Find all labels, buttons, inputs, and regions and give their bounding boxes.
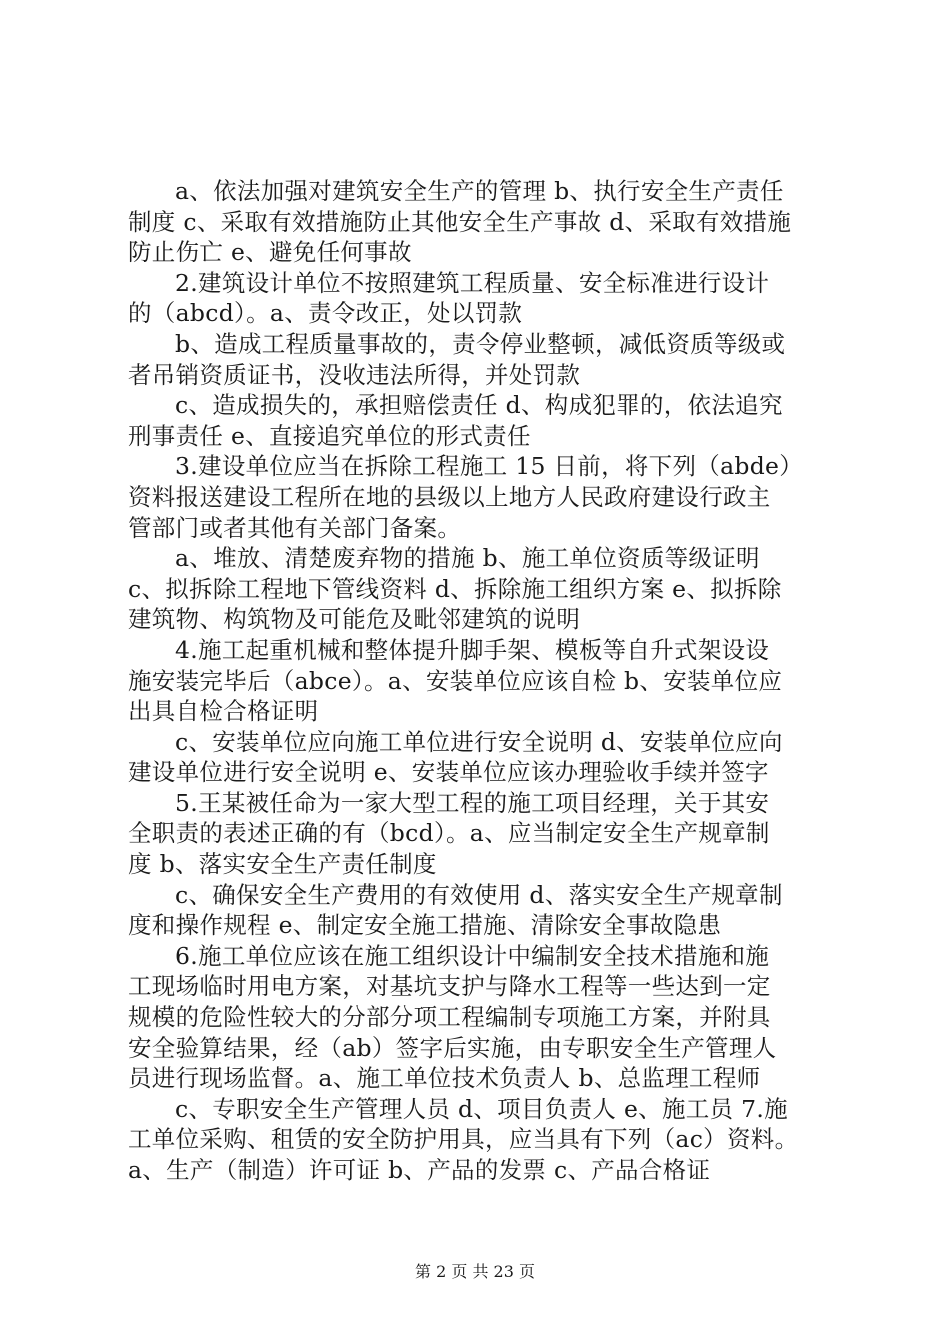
text-line: 刑事责任 e、直接追究单位的形式责任 <box>128 421 531 450</box>
paragraph <box>128 390 840 451</box>
text-line: a、堆放、清楚废弃物的措施 b、施工单位资质等级证明 <box>175 544 760 573</box>
text-line: 2.建筑设计单位不按照建筑工程质量、安全标准进行设计 <box>175 268 770 297</box>
text-line: 的（abcd）。a、责令改正，处以罚款 <box>128 299 523 328</box>
paragraph <box>128 727 840 788</box>
text-line: 度 b、落实安全生产责任制度 <box>128 850 437 879</box>
document-body <box>128 176 840 1186</box>
text-line: c、确保安全生产费用的有效使用 d、落实安全生产规章制 <box>175 880 783 909</box>
text-line: 度和操作规程 e、制定安全施工措施、清除安全事故隐患 <box>128 911 722 940</box>
text-line: 3.建设单位应当在拆除工程施工 15 日前，将下列（abde） <box>175 452 804 481</box>
text-line: 5.王某被任命为一家大型工程的施工项目经理，关于其安 <box>175 788 770 817</box>
text-line: c、专职安全生产管理人员 d、项目负责人 e、施工员 7.施 <box>175 1094 788 1123</box>
text-line: 工现场临时用电方案，对基坑支护与降水工程等一些达到一定 <box>128 972 771 1001</box>
text-line: 资料报送建设工程所在地的县级以上地方人民政府建设行政主 <box>128 482 771 511</box>
text-line: a、依法加强对建筑安全生产的管理 b、执行安全生产责任 <box>175 177 784 205</box>
text-line: 制度 c、采取有效措施防止其他安全生产事故 d、采取有效措施 <box>128 207 792 236</box>
paragraph <box>128 788 840 880</box>
text-line: 防止伤亡 e、避免任何事故 <box>128 238 412 267</box>
text-line: a、生产（制造）许可证 b、产品的发票 c、产品合格证 <box>128 1156 711 1184</box>
text-line: 4.施工起重机械和整体提升脚手架、模板等自升式架设设 <box>175 635 770 664</box>
text-line: 员进行现场监督。a、施工单位技术负责人 b、总监理工程师 <box>128 1064 761 1093</box>
text-line: 6.施工单位应该在施工组织设计中编制安全技术措施和施 <box>175 941 770 970</box>
text-line: 者吊销资质证书，没收违法所得，并处罚款 <box>128 360 581 389</box>
text-line: 工单位采购、租赁的安全防护用具，应当具有下列（ac）资料。 <box>128 1125 799 1154</box>
text-line: c、造成损失的，承担赔偿责任 d、构成犯罪的，依法追究 <box>175 391 783 420</box>
paragraph <box>128 329 840 390</box>
paragraph <box>128 941 840 1094</box>
page-footer: 第 2 页 共 23 页 <box>415 1262 535 1281</box>
paragraph <box>128 1094 840 1186</box>
text-line: 规模的危险性较大的分部分项工程编制专项施工方案，并附具 <box>128 1003 771 1032</box>
paragraph <box>128 543 840 635</box>
text-line: 施安装完毕后（abce）。a、安装单位应该自检 b、安装单位应 <box>128 666 783 695</box>
text-line: 建筑物、构筑物及可能危及毗邻建筑的说明 <box>128 605 581 634</box>
text-line: 安全验算结果，经（ab）签字后实施，由专职安全生产管理人 <box>128 1033 777 1062</box>
paragraph <box>128 451 840 543</box>
paragraph <box>128 880 840 941</box>
text-line: c、拟拆除工程地下管线资料 d、拆除施工组织方案 e、拟拆除 <box>128 574 782 603</box>
paragraph <box>128 176 840 268</box>
paragraph <box>128 268 840 329</box>
text-line: 出具自检合格证明 <box>128 697 319 726</box>
text-line: c、安装单位应向施工单位进行安全说明 d、安装单位应向 <box>175 727 783 756</box>
paragraph <box>128 635 840 727</box>
text-line: b、造成工程质量事故的，责令停业整顿，减低资质等级或 <box>175 329 786 358</box>
text-line: 管部门或者其他有关部门备案。 <box>128 513 462 542</box>
text-line: 全职责的表述正确的有（bcd）。a、应当制定安全生产规章制 <box>128 819 770 848</box>
text-line: 建设单位进行安全说明 e、安装单位应该办理验收手续并签字 <box>128 758 769 787</box>
